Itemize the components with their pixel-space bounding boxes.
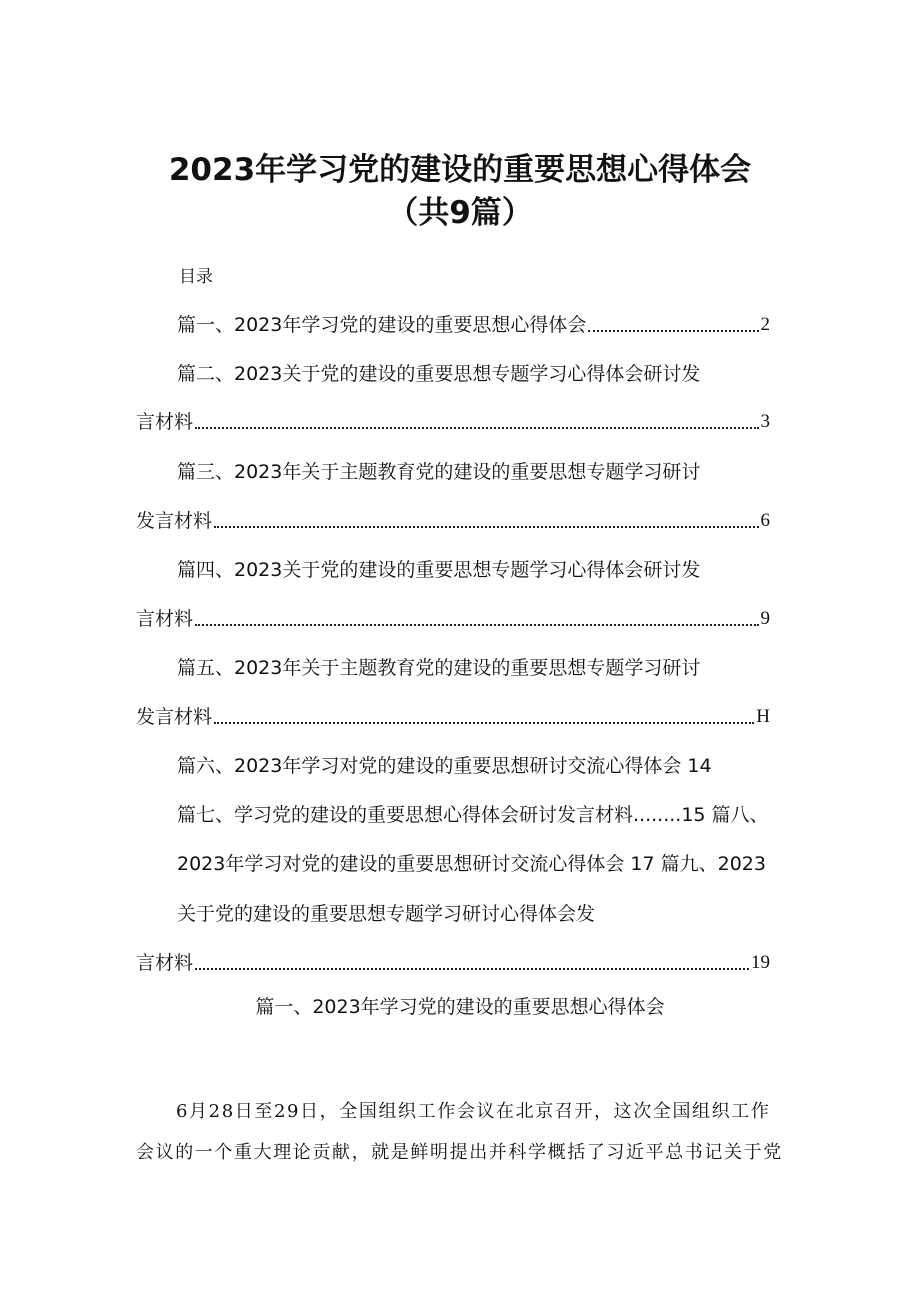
- paragraph-line: 6月28日至29日，全国组织工作会议在北京召开，这次全国组织工作: [176, 1101, 771, 1122]
- toc-page-number: 3: [760, 411, 770, 432]
- toc-page-number: 6: [760, 510, 770, 531]
- document-title: 2023年学习党的建设的重要思想心得体会: [168, 152, 752, 188]
- dot-leader: [195, 967, 749, 970]
- toc-page-number: H: [756, 706, 770, 727]
- toc-entry-5[interactable]: [136, 704, 770, 730]
- toc-entry-3-line1[interactable]: 篇三、2023年关于主题教育党的建设的重要思想专题学习研讨: [177, 461, 701, 483]
- toc-entry-text: 言材料: [136, 608, 194, 630]
- toc-entry-1[interactable]: [177, 312, 770, 338]
- toc-entry-4-line1[interactable]: 篇四、2023关于党的建设的重要思想专题学习心得体会研讨发: [177, 559, 701, 581]
- dot-leader: [195, 426, 758, 429]
- dot-leader: [214, 721, 754, 724]
- toc-entry-9-line1[interactable]: 关于党的建设的重要思想专题学习研讨心得体会发: [177, 903, 596, 925]
- document-subtitle: （共9篇）: [387, 195, 533, 231]
- toc-entry-9[interactable]: [136, 950, 770, 976]
- dot-leader: [214, 525, 758, 528]
- toc-page-number: 2: [760, 314, 770, 335]
- section-title: 篇一、2023年学习党的建设的重要思想心得体会: [255, 996, 665, 1018]
- toc-entry-text: 发言材料: [136, 510, 213, 532]
- toc-entry-7[interactable]: 篇七、学习党的建设的重要思想心得体会研讨发言材料........15 篇八、: [177, 804, 769, 826]
- toc-page-number: 9: [760, 608, 770, 629]
- toc-heading: 目录: [179, 267, 213, 287]
- toc-entry-text: 言材料: [136, 952, 194, 974]
- dot-leader: [588, 329, 758, 332]
- toc-entry-text: 言材料: [136, 411, 194, 433]
- toc-entry-text: 篇一、2023年学习党的建设的重要思想心得体会: [177, 314, 587, 336]
- paragraph-line: 会议的一个重大理论贡献，就是鲜明提出并科学概括了习近平总书记关于党: [136, 1142, 783, 1163]
- toc-entry-4[interactable]: [136, 606, 770, 632]
- toc-entry-2[interactable]: [136, 409, 770, 435]
- dot-leader: [195, 623, 758, 626]
- toc-entry-6[interactable]: 篇六、2023年学习对党的建设的重要思想研讨交流心得体会 14: [177, 755, 712, 777]
- toc-entry-text: 发言材料: [136, 706, 213, 728]
- toc-page-number: 19: [751, 952, 770, 973]
- toc-entry-5-line1[interactable]: 篇五、2023年关于主题教育党的建设的重要思想专题学习研讨: [177, 657, 701, 679]
- toc-entry-2-line1[interactable]: 篇二、2023关于党的建设的重要思想专题学习心得体会研讨发: [177, 363, 701, 385]
- toc-entry-3[interactable]: [136, 508, 770, 534]
- toc-entry-8[interactable]: 2023年学习对党的建设的重要思想研讨交流心得体会 17 篇九、2023: [177, 853, 766, 875]
